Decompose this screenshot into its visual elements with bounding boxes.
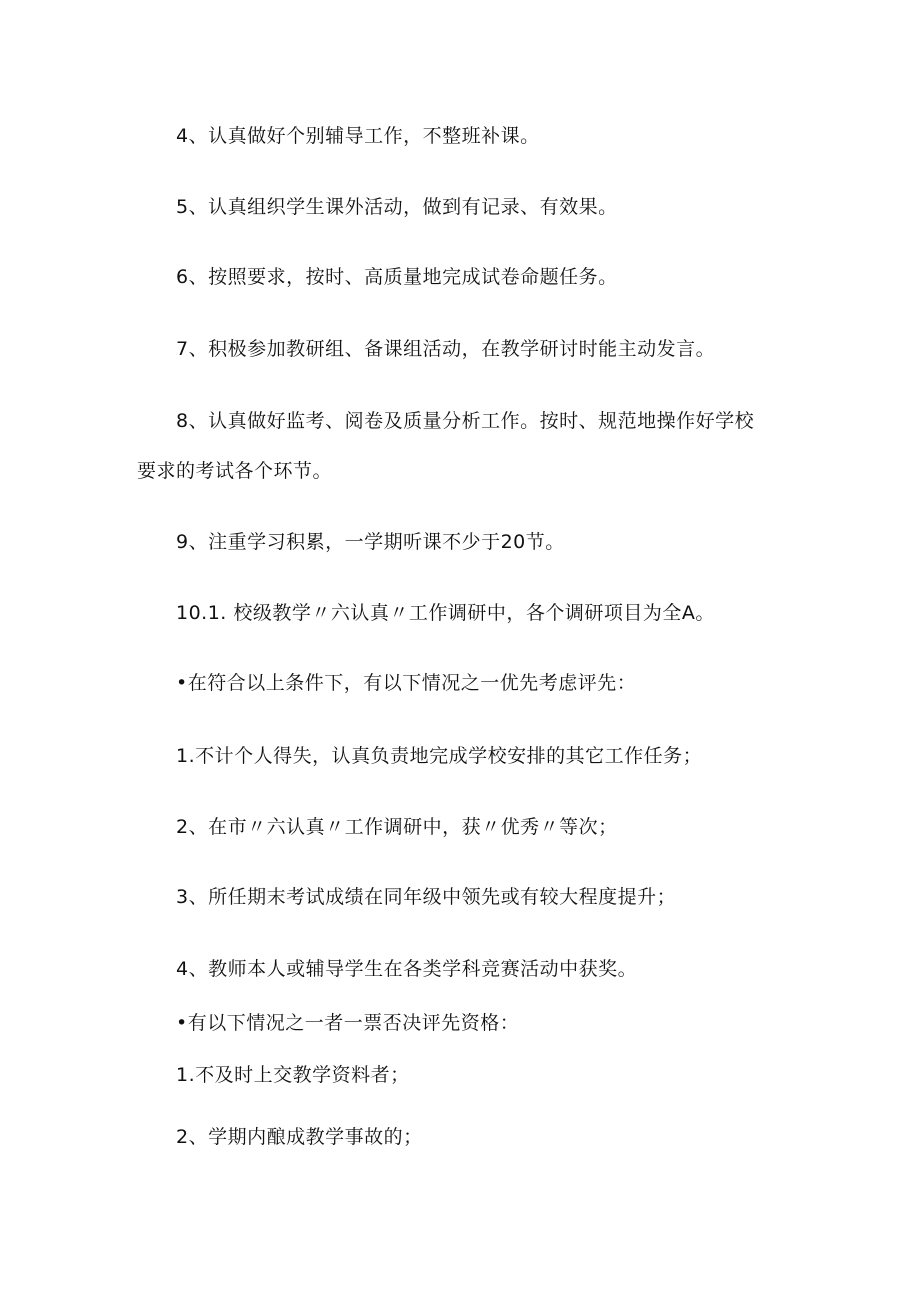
paragraph-line: 2、在市〃六认真〃工作调研中，获〃优秀〃等次； [176, 816, 618, 838]
paragraph-line-continuation: 要求的考试各个环节。 [137, 460, 333, 482]
paragraph-line: 3、所任期末考试成绩在同年级中领先或有较大程度提升； [176, 886, 677, 908]
paragraph-line: 5、认真组织学生课外活动，做到有记录、有效果。 [176, 196, 618, 218]
paragraph-line: 1.不计个人得失，认真负责地完成学校安排的其它工作任务； [176, 745, 703, 767]
paragraph-line: 4、教师本人或辅导学生在各类学科竞赛活动中获奖。 [176, 958, 638, 980]
section-bullet: •在符合以上条件下，有以下情况之一优先考虑评先： [176, 672, 637, 694]
paragraph-line: 7、积极参加教研组、备课组活动，在教学研讨时能主动发言。 [176, 338, 716, 360]
section-bullet: •有以下情况之一者一票否决评先资格： [176, 1012, 520, 1034]
paragraph-line: 2、学期内酿成教学事故的； [176, 1126, 423, 1148]
paragraph-line: 9、注重学习积累，一学期听课不少于20节。 [176, 531, 565, 553]
paragraph-line: 6、按照要求，按时、高质量地完成试卷命题任务。 [176, 266, 618, 288]
paragraph-line: 10.1. 校级教学〃六认真〃工作调研中，各个调研项目为全A。 [176, 602, 715, 624]
paragraph-line: 4、认真做好个别辅导工作，不整班补课。 [176, 125, 540, 147]
paragraph-line: 8、认真做好监考、阅卷及质量分析工作。按时、规范地操作好学校 [176, 410, 755, 432]
paragraph-line: 1.不及时上交教学资料者； [176, 1064, 410, 1086]
